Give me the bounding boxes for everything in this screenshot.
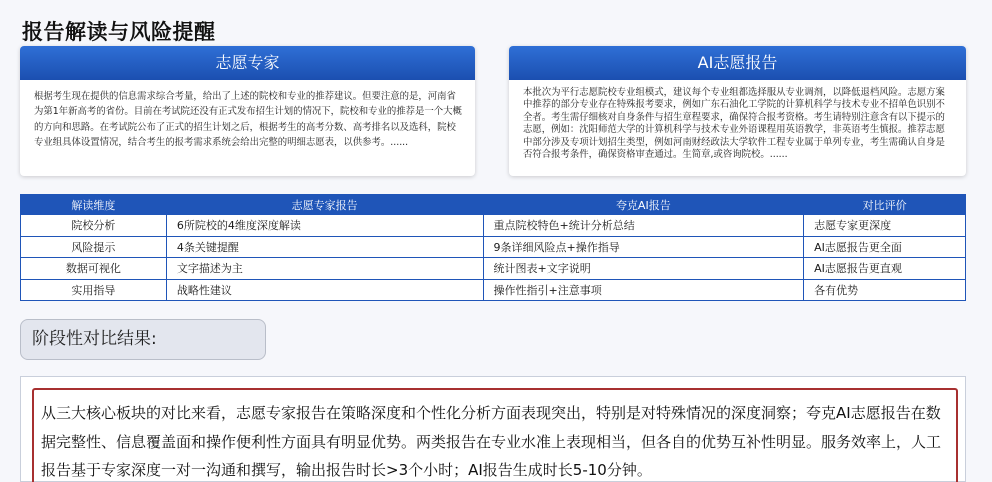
expert-panel-title: 志愿专家 [20,46,475,80]
table-cell: 文字描述为主 [166,258,483,280]
comparison-table [20,194,966,301]
table-cell: AI志愿报告更全面 [804,236,966,258]
page-title: 报告解读与风险提醒 [22,20,216,44]
table-header-row [21,195,966,215]
column-header: 志愿专家报告 [166,195,483,215]
ai-report-panel-title: AI志愿报告 [509,46,966,80]
table-cell: 统计图表+文字说明 [483,258,804,280]
table-cell: 9条详细风险点+操作指导 [483,236,804,258]
table-row [21,279,966,301]
table-cell: AI志愿报告更直观 [804,258,966,280]
column-header: 对比评价 [804,195,966,215]
expert-panel [20,46,475,176]
column-header: 夸克AI报告 [483,195,804,215]
table-cell: 6所院校的4维度深度解读 [166,215,483,237]
table-cell: 各有优势 [804,279,966,301]
table-cell: 院校分析 [21,215,167,237]
table-cell: 4条关键提醒 [166,236,483,258]
table-row [21,258,966,280]
table-cell: 数据可视化 [21,258,167,280]
stage-result-label: 阶段性对比结果: [20,319,266,360]
table-cell: 重点院校特色+统计分析总结 [483,215,804,237]
table-row [21,215,966,237]
ai-report-panel [509,46,966,176]
expert-panel-body: 根据考生现在提供的信息需求综合考量，给出了上述的院校和专业的推荐建议。但要注意的是，河南省为第1年新高考的省份。目前在考试院还没有正式发布招生计划的情况下，院校和专业的推荐是一个大概的方向和思路。在考试院公布了正式的招生计划之后，根据考生的高考分数、高考排名以及选科，院校专业组具体设置情况，结合考生的报考需求系统会给出完整的明细志愿表，以供参考。...... [34,91,462,148]
table-cell: 志愿专家更深度 [804,215,966,237]
table-cell: 战略性建议 [166,279,483,301]
summary-text: 从三大核心板块的对比来看，志愿专家报告在策略深度和个性化分析方面表现突出，特别是对特殊情况的深度洞察；夸克AI志愿报告在数据完整性、信息覆盖面和操作便利性方面具有明显优势。两类报告在专业水准上表现相当，但各自的优势互补性明显。服务效率上，人工报告基于专家深度一对一沟通和撰写，输出报告时长>3个小时；AI报告生成时长5-10分钟。 [32,388,958,482]
column-header: 解读维度 [21,195,167,215]
table-cell: 实用指导 [21,279,167,301]
table-cell: 风险提示 [21,236,167,258]
summary-panel [20,376,966,482]
table-row [21,236,966,258]
table-cell: 操作性指引+注意事项 [483,279,804,301]
ai-report-panel-body: 本批次为平行志愿院校专业组模式，建议每个专业组都选择服从专业调剂，以降低退档风险。志愿方案中推荐的部分专业存在特殊报考要求，例如广东石油化工学院的计算机科学与技术专业不招单色识别不全者。考生需仔细核对自身条件与招生章程要求，确保符合报考资格。考生请特别注意含有以下提示的志愿，例如：沈阳师范大学的计算机科学与技术专业外语课程用英语教学，非英语考生慎报。推荐志愿中部分涉及专项计划招生类型，例如河南财经政法大学软件工程专业属于单列专业，考生需确认自身是否符合报考条件，确保资格审查通过。生简章,或咨询院校。...... [523,87,945,161]
